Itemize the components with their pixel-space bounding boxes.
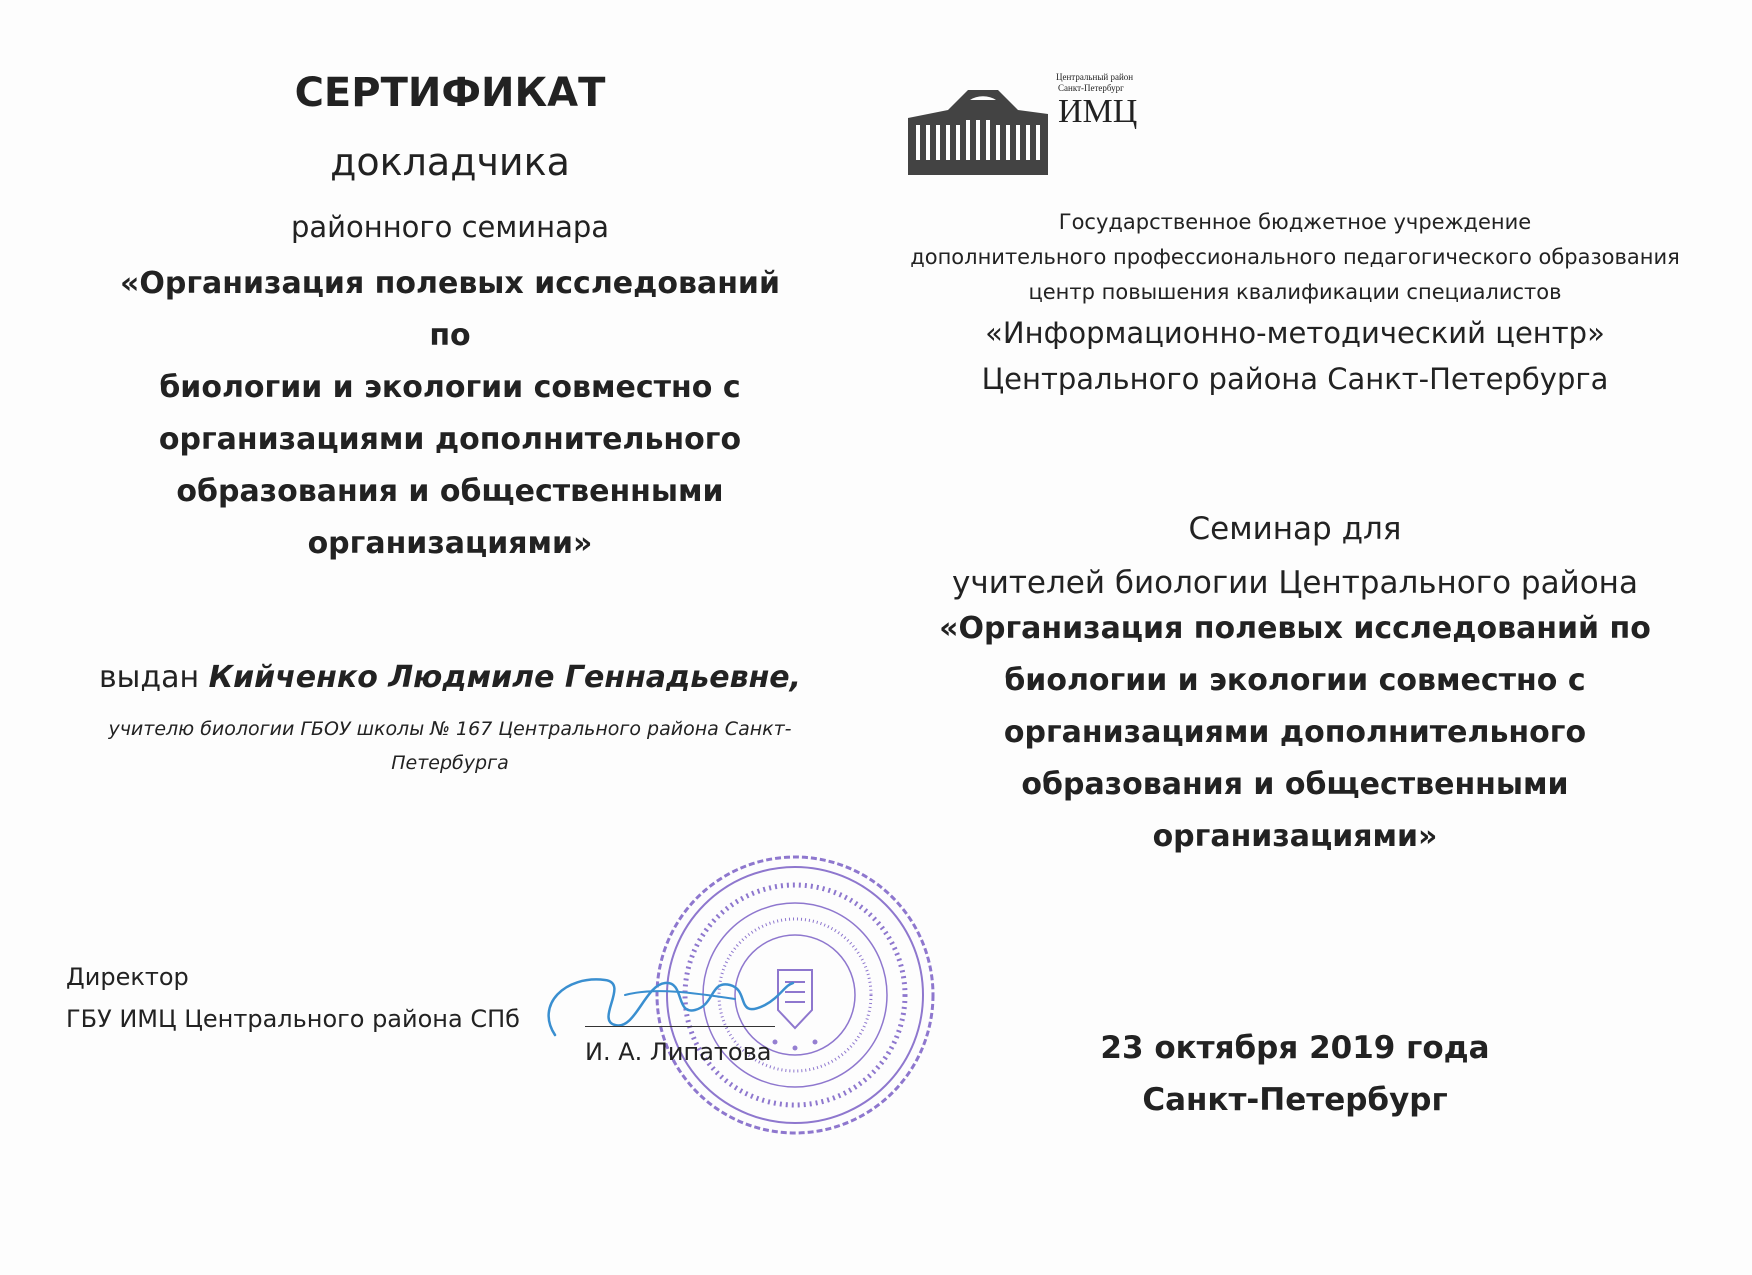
- topic-line: биологии и экологии совместно с: [1004, 663, 1586, 698]
- seminar-intro: [890, 502, 1700, 610]
- issued-label: выдан: [98, 660, 200, 695]
- director-organization: ГБУ ИМЦ Центрального района СПб: [66, 1005, 520, 1033]
- event-city: Санкт-Петербург: [1142, 1082, 1448, 1118]
- imc-logo: [908, 70, 1158, 175]
- organization-name: [890, 310, 1700, 402]
- seminar-intro-line: Семинар для: [1188, 511, 1402, 547]
- seminar-intro-line: учителей биологии Центрального района: [952, 565, 1638, 601]
- signer-name: И. А. Липатова: [585, 1038, 772, 1066]
- svg-text:Санкт-Петербург: Санкт-Петербург: [1058, 83, 1124, 93]
- recipient-name: Кийченко Людмиле Геннадьевне,: [208, 660, 802, 695]
- topic-line: организациями дополнительного: [158, 422, 742, 457]
- topic-line: образования и общественными: [1021, 767, 1569, 802]
- recipient-position: [100, 712, 800, 780]
- seminar-topic: [890, 603, 1700, 863]
- topic-line: «Организация полевых исследований по: [120, 266, 780, 353]
- org-name-line: Центрального района Санкт-Петербурга: [981, 362, 1609, 396]
- certificate-title: СЕРТИФИКАТ: [294, 70, 606, 116]
- event-date: 23 октября 2019 года: [1100, 1030, 1490, 1066]
- topic-line: организациями»: [1152, 819, 1438, 854]
- org-header-line: центр повышения квалификации специалистов: [1028, 280, 1562, 304]
- signature-line: [585, 1026, 775, 1027]
- svg-text:Центральный район: Центральный район: [1056, 72, 1134, 82]
- topic-line: организациями дополнительного: [1003, 715, 1587, 750]
- certificate-subtitle: докладчика: [330, 140, 570, 184]
- topic-line: образования и общественными: [176, 474, 724, 509]
- director-block: [66, 956, 520, 1040]
- certificate-topic: [95, 258, 805, 570]
- org-name-line: «Информационно-методический центр»: [985, 316, 1605, 350]
- issued-line: [60, 660, 840, 695]
- director-title: Директор: [66, 963, 189, 991]
- certificate-event-type: районного семинара: [290, 210, 610, 244]
- position-line: Петербурга: [391, 752, 509, 774]
- svg-text:ИМЦ: ИМЦ: [1058, 93, 1138, 130]
- topic-line: организациями»: [307, 526, 593, 561]
- org-header-line: дополнительного профессионального педагогического образования: [910, 245, 1680, 269]
- org-header-line: Государственное бюджетное учреждение: [1058, 210, 1532, 234]
- position-line: учителю биологии ГБОУ школы № 167 Центрального района Санкт-: [108, 718, 792, 740]
- organization-header: [890, 205, 1700, 310]
- topic-line: «Организация полевых исследований по: [939, 611, 1651, 646]
- topic-line: биологии и экологии совместно с: [159, 370, 741, 405]
